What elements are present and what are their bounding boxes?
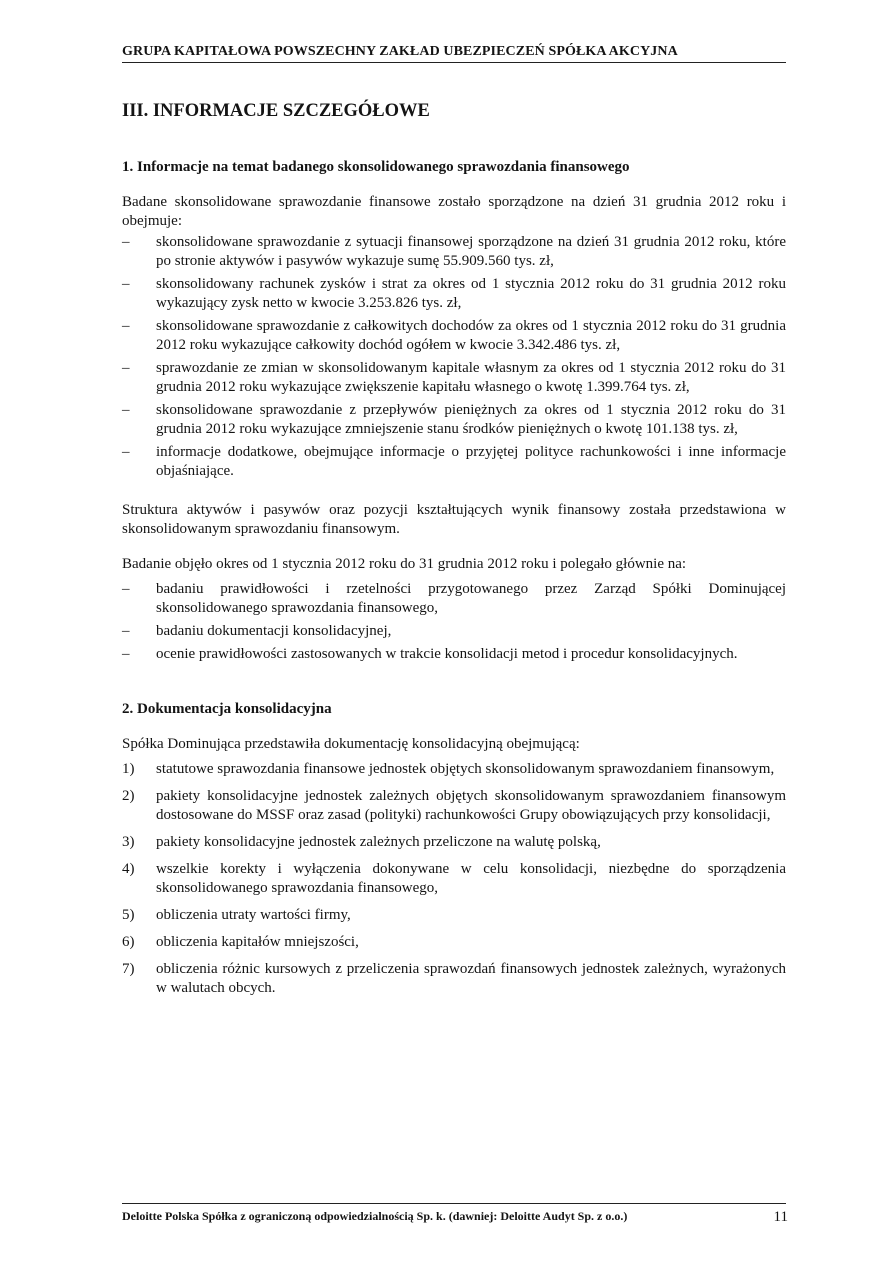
- dash-marker: –: [122, 234, 130, 250]
- list-item: – badaniu dokumentacji konsolidacyjnej,: [122, 623, 392, 639]
- list-item: 6) obliczenia kapitałów mniejszości,: [122, 934, 359, 950]
- dash-marker: –: [122, 581, 130, 597]
- list-item: – ocenie prawidłowości zastosowanych w trakcie konsolidacji metod i procedur konsolidacyjnych.: [122, 646, 738, 662]
- list-item: – badaniu prawidłowości i rzetelności przygotowanego przez Zarząd Spółki Dominującej skonsolidowanego sprawozdania finansowego,: [122, 581, 786, 616]
- list-item: 3) pakiety konsolidacyjne jednostek zależnych przeliczone na walutę polską,: [122, 834, 601, 850]
- list-item: – skonsolidowany rachunek zysków i strat za okres od 1 stycznia 2012 roku do 31 grudnia 2012 roku wykazujący zysk netto w kwocie 3.253.826 tys. zł,: [122, 276, 786, 311]
- consolidation-docs-list: [122, 760, 786, 998]
- item-number: 4): [122, 861, 135, 877]
- item-number: 3): [122, 834, 135, 850]
- dash-marker: –: [122, 318, 130, 334]
- dash-marker: –: [122, 402, 130, 418]
- section-1-heading: 1. Informacje na temat badanego skonsolidowanego sprawozdania finansowego: [122, 159, 630, 175]
- item-number: 7): [122, 961, 135, 977]
- item-number: 5): [122, 907, 135, 923]
- list-item: 5) obliczenia utraty wartości firmy,: [122, 907, 351, 923]
- dash-marker: –: [122, 646, 130, 662]
- list-item: – skonsolidowane sprawozdanie z całkowitych dochodów za okres od 1 stycznia 2012 roku do 31 grudnia 2012 roku wykazujące całkowity dochód ogółem w kwocie 3.342.486 tys. zł,: [122, 318, 786, 353]
- list-item: 4) wszelkie korekty i wyłączenia dokonywane w celu konsolidacji, niezbędne do sporządzenia skonsolidowanego sprawozdania finansowego,: [122, 861, 786, 896]
- list-item: – skonsolidowane sprawozdanie z sytuacji finansowej sporządzone na dzień 31 grudnia 2012 roku, które po stronie aktywów i pasywów wykazuje sumę 55.909.560 tys. zł,: [122, 234, 786, 269]
- list-item: – informacje dodatkowe, obejmujące informacje o przyjętej polityce rachunkowości i inne informacje objaśniające.: [122, 444, 786, 479]
- page-number: 11: [773, 1209, 788, 1225]
- chapter-title: III. INFORMACJE SZCZEGÓŁOWE: [122, 101, 430, 121]
- section-2-heading: 2. Dokumentacja konsolidacyjna: [122, 701, 332, 717]
- list-item: 7) obliczenia różnic kursowych z przeliczenia sprawozdań finansowych jednostek zależnych, wyrażonych w walutach obcych.: [122, 961, 786, 996]
- list-item: 2) pakiety konsolidacyjne jednostek zależnych objętych skonsolidowanym sprawozdaniem finansowym dostosowane do MSSF oraz zasad (polityki) rachunkowości Grupy obowiązujących przy konsolidacji,: [122, 788, 786, 823]
- footer-firm-name: Deloitte Polska Spółka z ograniczoną odpowiedzialnością Sp. k. (dawniej: Deloitte Audyt Sp. z o.o.): [122, 1209, 628, 1223]
- dash-marker: –: [122, 623, 130, 639]
- page-footer: [122, 1203, 786, 1224]
- running-header: GRUPA KAPITAŁOWA POWSZECHNY ZAKŁAD UBEZPIECZEŃ SPÓŁKA AKCYJNA: [122, 44, 786, 63]
- page-content: [122, 100, 786, 1006]
- dash-marker: –: [122, 276, 130, 292]
- list-item: 1) statutowe sprawozdania finansowe jednostek objętych skonsolidowanym sprawozdaniem finansowym,: [122, 761, 775, 777]
- audit-scope-list: [122, 580, 786, 664]
- item-number: 1): [122, 761, 135, 777]
- section-2-intro: Spółka Dominująca przedstawiła dokumentację konsolidacyjną obejmującą:: [122, 736, 580, 752]
- item-number: 2): [122, 788, 135, 804]
- audit-scope-intro: Badanie objęło okres od 1 stycznia 2012 roku do 31 grudnia 2012 roku i polegało głównie na:: [122, 556, 687, 572]
- dash-marker: –: [122, 444, 130, 460]
- section-1-intro: Badane skonsolidowane sprawozdanie finansowe zostało sporządzone na dzień 31 grudnia 2012 roku i obejmuje:: [122, 194, 786, 229]
- dash-marker: –: [122, 360, 130, 376]
- list-item: – skonsolidowane sprawozdanie z przepływów pieniężnych za okres od 1 stycznia 2012 roku do 31 grudnia 2012 roku wykazujące zmniejszenie stanu środków pieniężnych o kwotę 101.138 tys. zł,: [122, 402, 786, 437]
- list-item: – sprawozdanie ze zmian w skonsolidowanym kapitale własnym za okres od 1 stycznia 2012 roku do 31 grudnia 2012 roku wykazujące zwiększenie kapitału własnego o kwotę 1.399.764 tys. zł,: [122, 360, 786, 395]
- statements-list: [122, 233, 786, 481]
- structure-paragraph: Struktura aktywów i pasywów oraz pozycji kształtujących wynik finansowy została przedstawiona w skonsolidowanym sprawozdaniu finansowym.: [122, 502, 786, 537]
- item-number: 6): [122, 934, 135, 950]
